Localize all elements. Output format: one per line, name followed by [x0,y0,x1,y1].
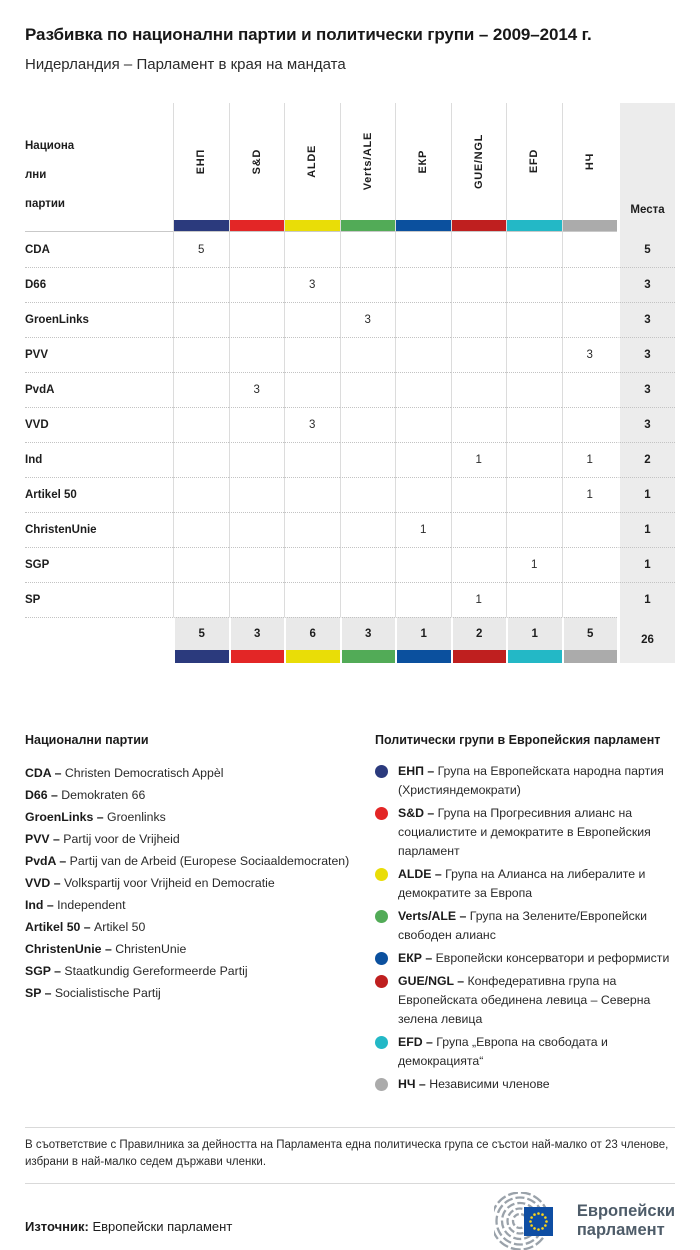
party-legend-item: D66 – Demokraten 66 [25,788,146,802]
seats-cell: 1 [617,512,675,547]
value-cell [340,442,396,477]
group-header-7: EFD [506,103,562,220]
value-cell [340,267,396,302]
ep-logo-text [577,1202,675,1240]
group-header-4: Verts/ALE [340,103,396,220]
breakdown-table [25,103,675,663]
value-cell [340,372,396,407]
value-cell [562,547,618,582]
value-cell: 3 [284,267,340,302]
group-color-bar-bottom [284,650,340,663]
value-cell [284,442,340,477]
value-cell [562,407,618,442]
value-cell: 1 [451,582,507,617]
value-cell [229,337,285,372]
party-legend-item: Artikel 50 – Artikel 50 [25,920,146,934]
total-cell: 1 [506,617,562,650]
value-cell [284,547,340,582]
value-cell [173,477,229,512]
group-legend-item: ЕНП – Група на Европейската народна партия (Християндемократи) [375,762,675,800]
group-legend-item: GUE/NGL – Конфедеративна група на Европейската обединена левица – Северна зелена левица [375,972,675,1029]
value-cell [229,442,285,477]
bottom-spacer-cell [25,650,173,663]
seats-cell: 3 [617,267,675,302]
value-cell [229,582,285,617]
value-cell [229,477,285,512]
party-label: VVD [25,407,173,442]
party-legend-title: Национални партии [25,733,149,747]
value-cell [173,547,229,582]
seats-cell: 1 [617,477,675,512]
party-legend-item: Ind – Independent [25,898,126,912]
value-cell: 3 [284,407,340,442]
value-cell [229,547,285,582]
party-label: GroenLinks [25,302,173,337]
total-cell: 3 [229,617,285,650]
value-cell [340,232,396,267]
group-color-bar [506,220,562,232]
group-color-bar-bottom [506,650,562,663]
party-legend [25,733,375,1098]
group-color-dot [375,1078,388,1091]
value-cell [451,232,507,267]
value-cell [284,302,340,337]
ep-logo [494,1192,675,1250]
value-cell [506,372,562,407]
group-legend-title: Политически групи в Европейския парламент [375,733,661,747]
source-row [25,1192,675,1250]
party-legend-item: SP – Socialistische Partij [25,986,161,1000]
value-cell [173,512,229,547]
footer [25,1127,675,1250]
group-legend-item: Verts/ALE – Група на Зелените/Европейски свободен алианс [375,907,675,945]
value-cell: 1 [506,547,562,582]
group-color-bar-bottom [229,650,285,663]
value-cell [284,337,340,372]
seats-cell: 3 [617,407,675,442]
value-cell [562,512,618,547]
value-cell [395,302,451,337]
group-header-5: ЕКР [395,103,451,220]
value-cell: 3 [229,372,285,407]
group-header-3: ALDE [284,103,340,220]
source-value: Европейски парламент [92,1219,233,1234]
group-color-dot [375,807,388,820]
value-cell: 3 [562,337,618,372]
value-cell [506,407,562,442]
value-cell [284,512,340,547]
ep-logo-line1: Европейски [576,1202,675,1220]
value-cell [506,512,562,547]
value-cell [451,302,507,337]
group-color-bar [562,220,618,232]
seats-cell: 3 [617,372,675,407]
party-legend-item: PVV – Partij voor de Vrijheid [25,832,180,846]
group-legend-list [375,762,675,1094]
group-legend-item: ЕКР – Европейски консерватори и реформисти [375,949,675,968]
group-color-dot [375,952,388,965]
party-label: CDA [25,243,50,256]
value-cell [173,337,229,372]
value-cell [506,582,562,617]
party-label: Ind [25,442,173,477]
value-cell [284,232,340,267]
value-cell [395,477,451,512]
party-legend-item: SGP – Staatkundig Gereformeerde Partij [25,964,248,978]
value-cell [284,372,340,407]
group-color-dot [375,1036,388,1049]
value-cell [284,582,340,617]
totals-row-label [25,617,173,650]
group-color-bar [229,220,285,232]
group-color-bar-bottom [340,650,396,663]
party-label: PVV [25,337,173,372]
value-cell [451,337,507,372]
value-cell [395,267,451,302]
value-cell [395,337,451,372]
value-cell [451,407,507,442]
value-cell [506,302,562,337]
party-legend-item: CDA – Christen Democratisch Appèl [25,766,224,780]
group-legend-item: ALDE – Група на Алианса на либералите и демократите за Европа [375,865,675,903]
seats-cell: 2 [617,442,675,477]
value-cell [451,547,507,582]
value-cell [173,267,229,302]
group-color-dot [375,975,388,988]
party-label: PvdA [25,372,173,407]
party-legend-list [25,762,375,1004]
group-color-dot [375,910,388,923]
total-cell: 1 [395,617,451,650]
value-cell: 1 [395,512,451,547]
value-cell [229,407,285,442]
row-header-label: Национа лни партии [25,103,173,232]
value-cell [395,407,451,442]
value-cell [451,512,507,547]
value-cell [562,302,618,337]
group-color-bar-bottom [395,650,451,663]
total-cell: 3 [340,617,396,650]
value-cell: 5 [173,232,229,267]
total-cell: 5 [173,617,229,650]
value-cell [229,302,285,337]
value-cell [506,477,562,512]
group-color-bar [340,220,396,232]
seats-header: Места [617,103,675,232]
value-cell [562,267,618,302]
seats-cell: 3 [617,302,675,337]
group-color-bar-bottom [451,650,507,663]
value-cell [173,372,229,407]
value-cell [173,302,229,337]
value-cell: 1 [562,442,618,477]
party-label: SGP [25,547,173,582]
party-label: D66 [25,267,173,302]
seats-cell: 5 [617,232,675,267]
value-cell [173,442,229,477]
value-cell [506,267,562,302]
value-cell [340,547,396,582]
source-text [25,1219,232,1250]
total-cell: 2 [451,617,507,650]
group-header-2: S&D [229,103,285,220]
total-cell: 5 [562,617,618,650]
value-cell [451,372,507,407]
group-legend-item: НЧ – Независими членове [375,1075,675,1094]
group-color-bar [284,220,340,232]
value-cell: 1 [562,477,618,512]
value-cell [395,372,451,407]
group-header-1: ЕНП [173,103,229,220]
legend-section [25,733,675,1098]
total-cell: 6 [284,617,340,650]
value-cell: 1 [451,442,507,477]
value-cell [395,582,451,617]
party-label: SP [25,582,173,617]
value-cell [562,582,618,617]
value-cell [173,407,229,442]
value-cell [562,372,618,407]
party-legend-item: GroenLinks – Groenlinks [25,810,166,824]
value-cell [340,512,396,547]
party-legend-item: PvdA – Partij van de Arbeid (Europese Sociaaldemocraten) [25,854,350,868]
party-legend-item: VVD – Volkspartij voor Vrijheid en Democratie [25,876,275,890]
page-subtitle: Нидерландия – Парламент в края на мандата [25,56,346,73]
group-color-bar [451,220,507,232]
total-seats-cell: 26 [617,617,675,663]
source-label: Източник: [25,1219,89,1234]
group-legend-item: S&D – Група на Прогресивния алианс на социалистите и демократите в Европейския парламент [375,804,675,861]
page-title: Разбивка по национални партии и политически групи – 2009–2014 г. [25,25,592,44]
footnote-text: В съответствие с Правилника за дейността на Парламента една политическа група се състои най-малко от 23 членове, избрани в най-малко седем държави членки. [25,1127,675,1184]
value-cell [340,477,396,512]
value-cell [340,337,396,372]
value-cell [284,477,340,512]
ep-hemicycle-icon [494,1192,568,1250]
group-color-bar [395,220,451,232]
group-color-dot [375,868,388,881]
value-cell [506,442,562,477]
value-cell [395,442,451,477]
group-color-bar-bottom [173,650,229,663]
group-legend-item: EFD – Група „Европа на свободата и демокрацията“ [375,1033,675,1071]
seats-cell: 1 [617,547,675,582]
ep-logo-line2: парламент [576,1221,665,1239]
value-cell [229,232,285,267]
party-legend-item: ChristenUnie – ChristenUnie [25,942,187,956]
party-label: Artikel 50 [25,477,173,512]
group-header-8: НЧ [562,103,618,220]
group-header-6: GUE/NGL [451,103,507,220]
value-cell [506,337,562,372]
group-color-bar [173,220,229,232]
value-cell [506,232,562,267]
value-cell [395,547,451,582]
seats-cell: 3 [617,337,675,372]
group-legend [375,733,675,1098]
value-cell [173,582,229,617]
value-cell [229,512,285,547]
value-cell: 3 [340,302,396,337]
party-label: ChristenUnie [25,512,173,547]
value-cell [451,267,507,302]
value-cell [340,582,396,617]
group-color-dot [375,765,388,778]
value-cell [340,407,396,442]
group-color-bar-bottom [562,650,618,663]
value-cell [395,232,451,267]
value-cell [562,232,618,267]
value-cell [451,477,507,512]
value-cell [229,267,285,302]
seats-cell: 1 [617,582,675,617]
